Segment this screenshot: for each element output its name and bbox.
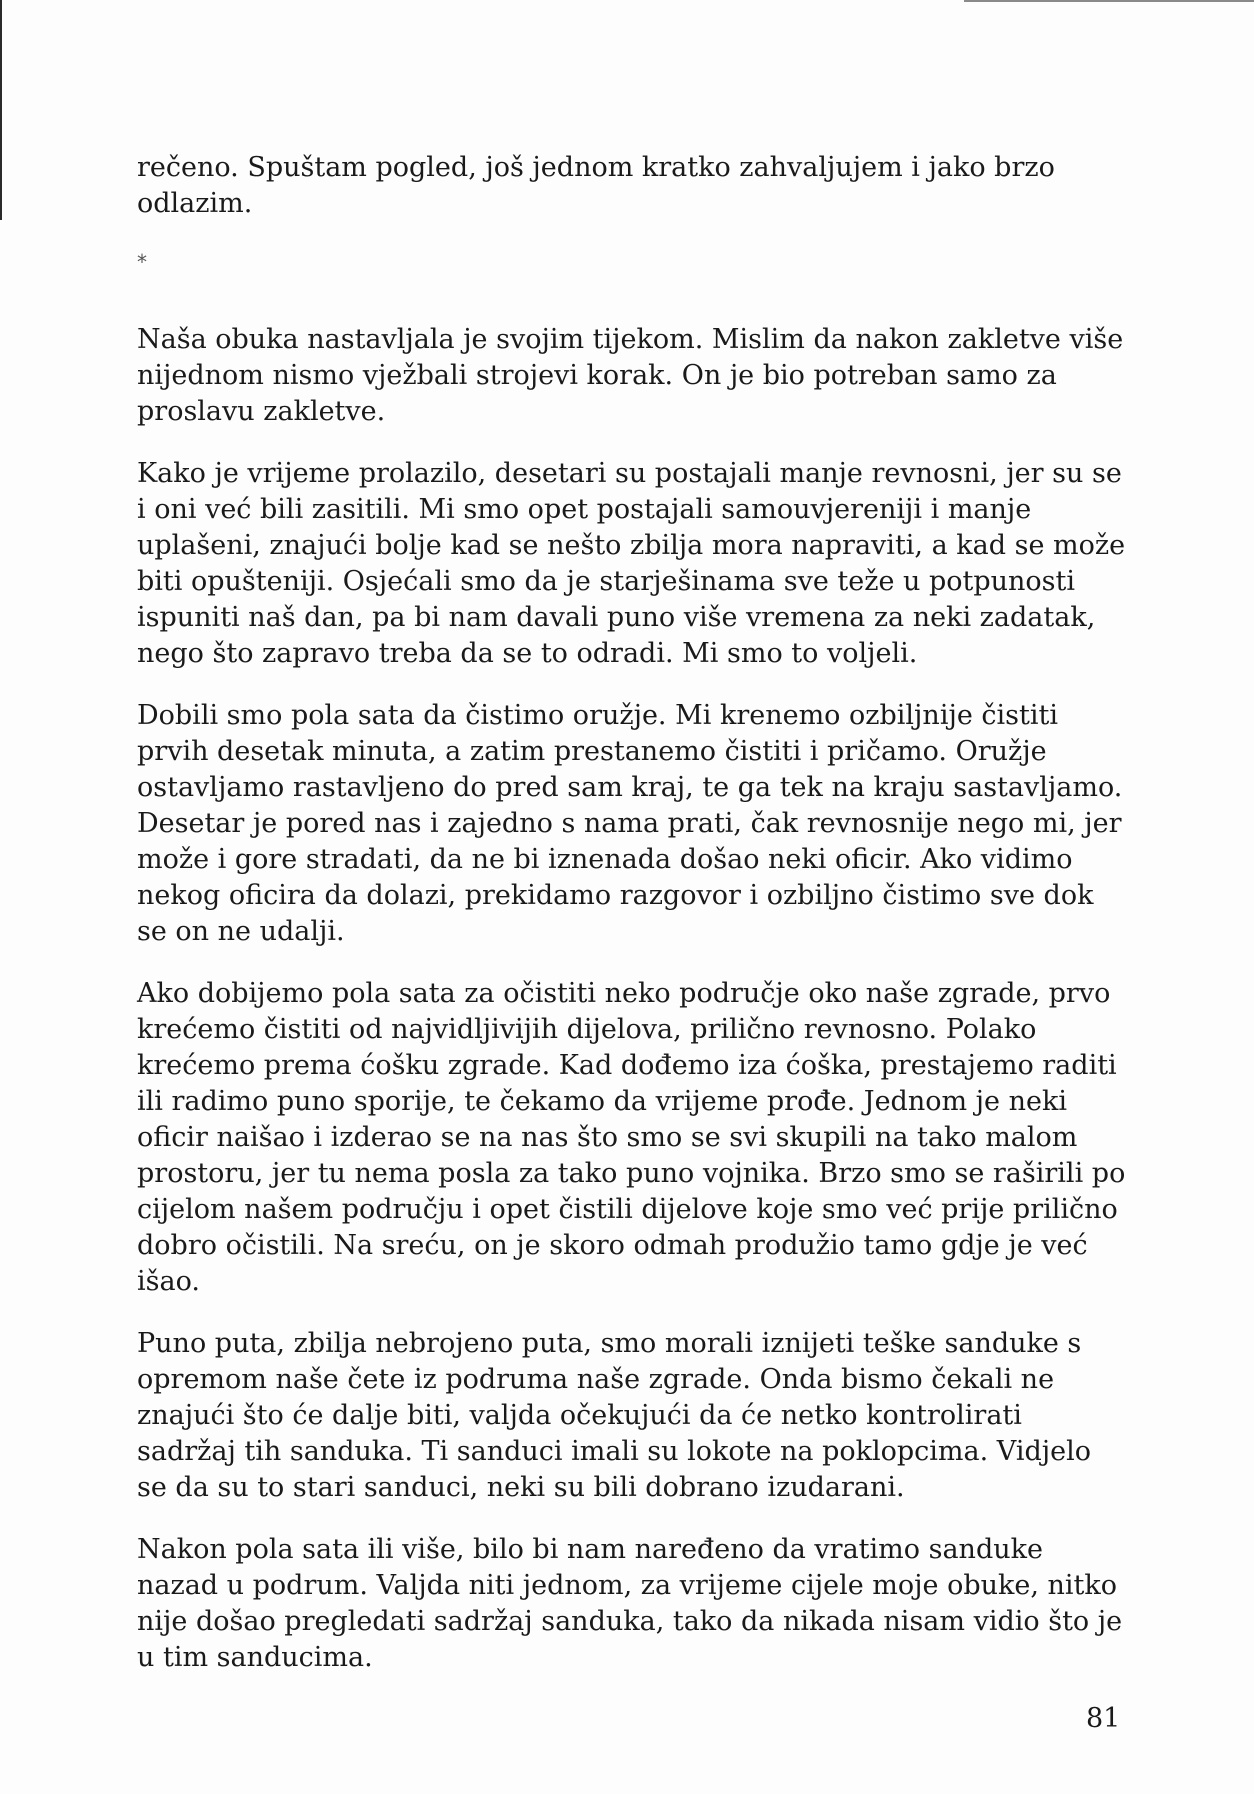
paragraph: Dobili smo pola sata da čistimo oružje. Mi krenemo ozbiljnije čistiti prvih desetak minuta, a zatim prestanemo čistiti i pričamo. Oružje ostavljamo rastavljeno do pred sam kraj, te ga tek na kraju sastavljamo. Desetar je pored nas i zajedno s nama prati, čak revnosnije nego mi, jer može i gore stradati, da ne bi iznenada došao neki oficir. Ako vidimo nekog oficira da dolazi, prekidamo razgovor i ozbiljno čistimo sve dok se on ne udalji. xyxy=(137,700,1123,947)
paragraph: rečeno. Spuštam pogled, još jednom kratko zahvaljujem i jako brzo odlazim. xyxy=(137,152,1055,219)
body-text xyxy=(137,150,1127,1676)
paragraph: Nakon pola sata ili više, bilo bi nam naređeno da vratimo sanduke nazad u podrum. Valjda niti jednom, za vrijeme cijele moje obuke, nitko nije došao pregledati sadržaj sanduka, tako da nikada nisam vidio što je u tim sanducima. xyxy=(137,1534,1123,1673)
page-number: 81 xyxy=(1086,1703,1121,1734)
paragraph: Ako dobijemo pola sata za očistiti neko područje oko naše zgrade, prvo krećemo čistiti od najvidljivijih dijelova, prilično revnosno. Polako krećemo prema ćošku zgrade. Kad dođemo iza ćoška, prestajemo raditi ili radimo puno sporije, te čekamo da vrijeme prođe. Jednom je neki oficir naišao i izderao se na nas što smo se svi skupili na tako malom prostoru, jer tu nema posla za tako puno vojnika. Brzo smo se raširili po cijelom našem području i opet čistili dijelove koje smo već prije prilično dobro očistili. Na sreću, on je skoro odmah produžio tamo gdje je već išao. xyxy=(137,978,1126,1297)
scan-edge-left xyxy=(0,0,2,220)
paragraph: Kako je vrijeme prolazilo, desetari su postajali manje revnosni, jer su se i oni već bili zasitili. Mi smo opet postajali samouvjereniji i manje uplašeni, znajući bolje kad se nešto zbilja mora napraviti, a kad se može biti opušteniji. Osjećali smo da je starješinama sve teže u potpunosti ispuniti naš dan, pa bi nam davali puno više vremena za neki zadatak, nego što zapravo treba da se to odradi. Mi smo to voljeli. xyxy=(137,458,1126,669)
paragraph: Naša obuka nastavljala je svojim tijekom. Mislim da nakon zakletve više nijednom nismo vježbali strojevi korak. On je bio potreban samo za proslavu zakletve. xyxy=(137,324,1124,427)
scan-edge-top xyxy=(964,0,1254,2)
section-separator: * xyxy=(137,250,147,274)
paragraph: Puno puta, zbilja nebrojeno puta, smo morali iznijeti teške sanduke s opremom naše čete iz podruma naše zgrade. Onda bismo čekali ne znajući što će dalje biti, valjda očekujući da će netko kontrolirati sadržaj tih sanduka. Ti sanduci imali su lokote na poklopcima. Vidjelo se da su to stari sanduci, neki su bili dobrano izudarani. xyxy=(137,1328,1091,1503)
